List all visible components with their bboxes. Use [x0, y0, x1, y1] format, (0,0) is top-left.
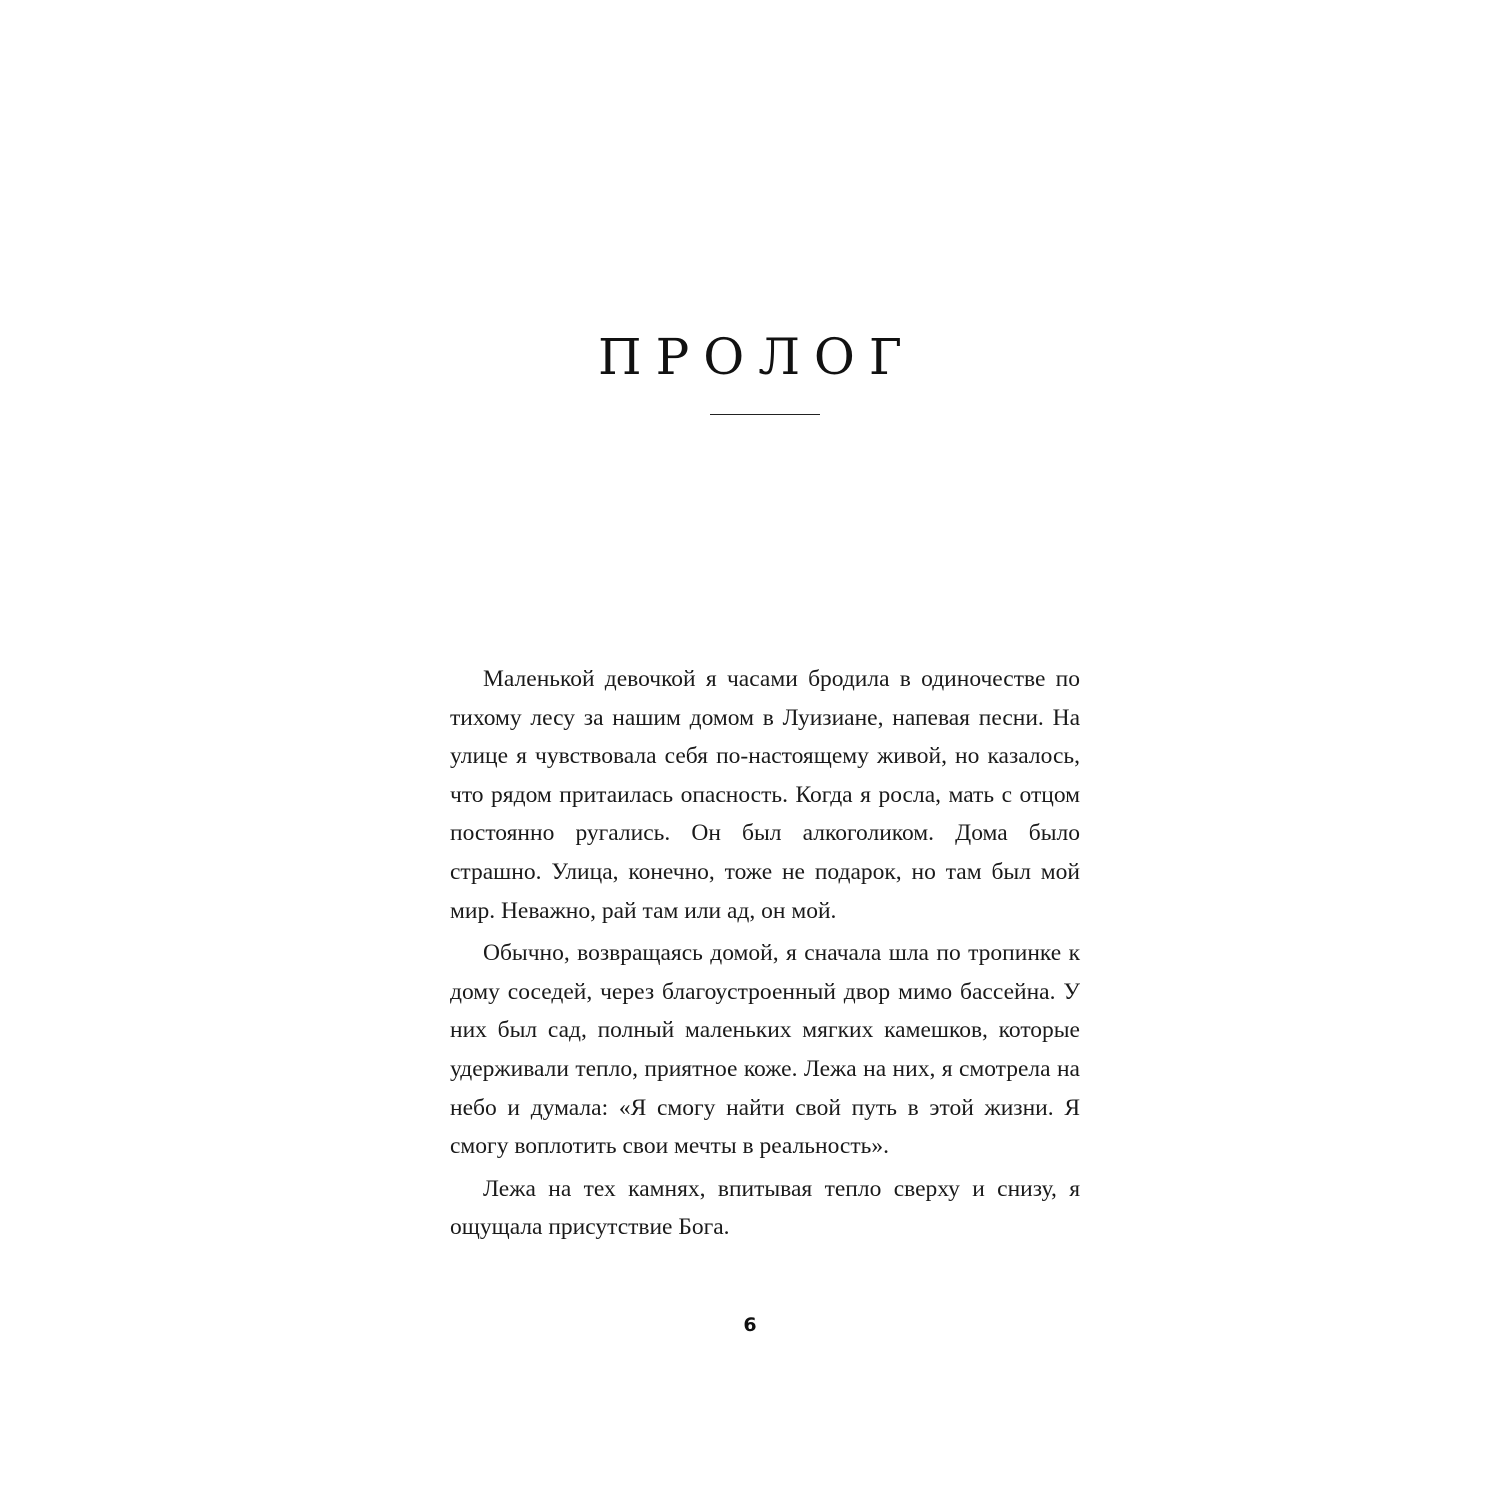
paragraph: Обычно, возвращаясь домой, я сначала шла по тропинке к дому соседей, через благоустроенный двор мимо бассейна. У них был сад, полный маленьких мягких камешков, которые удерживали тепло, приятное коже. Лежа на них, я смотрела на небо и думала: «Я смогу найти свой путь в этой жизни. Я смогу воплотить свои мечты в реальность». [450, 940, 1080, 1160]
page-number: 6 [743, 1314, 757, 1336]
paragraph: Маленькой девочкой я часами бродила в одиночестве по тихому лесу за нашим домом в Луизиане, напевая песни. На улице я чувствовала себя по-настоящему живой, но казалось, что рядом притаилась опасность. Когда я росла, мать с отцом постоянно ругались. Он был алкоголиком. Дома было страшно. Улица, конечно, тоже не подарок, но там был мой мир. Неважно, рай там или ад, он мой. [450, 666, 1080, 924]
paragraph: Лежа на тех камнях, впитывая тепло сверху и снизу, я ощущала присутствие Бога. [450, 1175, 1080, 1241]
body-text [450, 660, 1080, 1251]
title-divider [710, 414, 820, 415]
chapter-title: ПРОЛОГ [597, 328, 917, 386]
